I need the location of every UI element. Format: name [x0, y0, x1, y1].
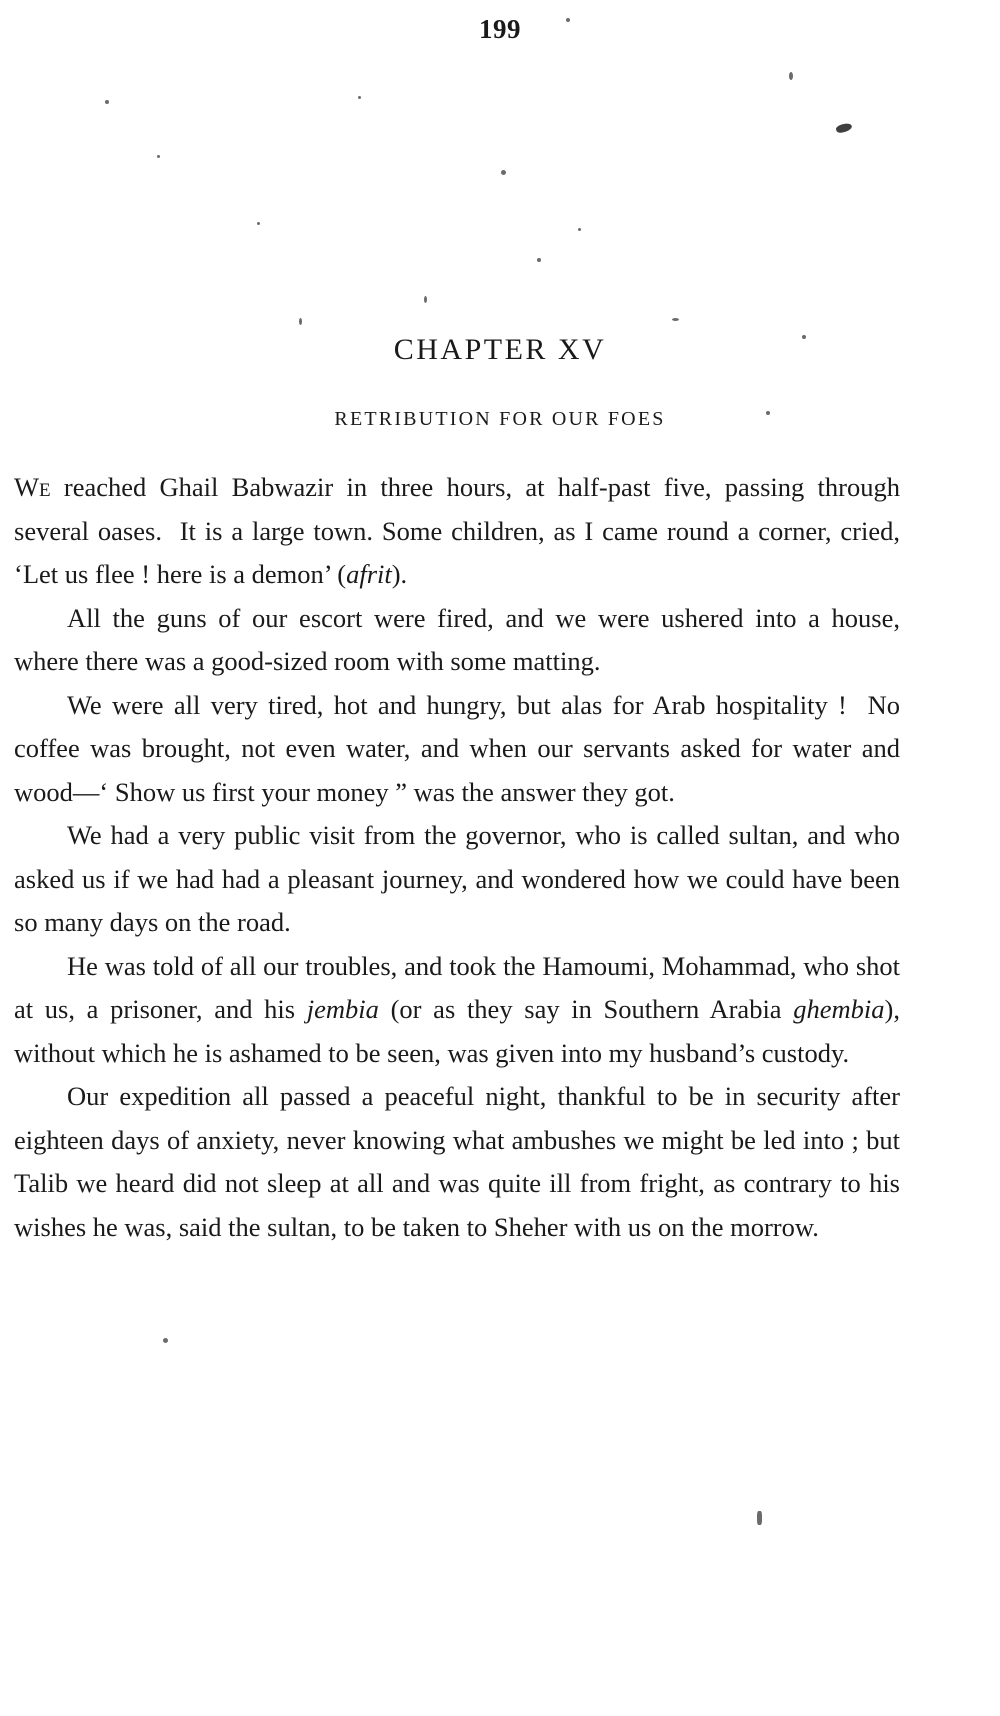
scan-speck [163, 1338, 168, 1343]
scan-speck [105, 100, 109, 104]
scan-speck [157, 155, 160, 158]
scan-speck [757, 1511, 762, 1525]
scan-speck [299, 318, 302, 325]
scan-speck [566, 18, 570, 22]
page-number: 199 [479, 14, 521, 44]
scan-speck [358, 96, 361, 99]
scan-speck [578, 228, 581, 231]
paragraph-2: All the guns of our escort were fired, and we were ushered into a house, where there was a good-sized room with some matting. [14, 602, 900, 676]
scan-speck [257, 222, 260, 225]
scan-speck [424, 296, 427, 303]
scan-speck [501, 170, 506, 175]
scan-ink-blob [835, 122, 853, 135]
chapter-subtitle: RETRIBUTION FOR OUR FOES [334, 408, 666, 430]
scan-speck [672, 318, 679, 321]
body-text [14, 466, 900, 1249]
paragraph-4: We had a very public visit from the governor, who is called sultan, and who asked us if we had had a pleasant journey, and wondered how we could have been so many days on the road. [14, 820, 900, 937]
scan-speck [789, 72, 793, 80]
paragraph-5: He was told of all our troubles, and took the Hamoumi, Mohammad, who shot at us, a prisoner, and his jembia (or as they say in Southern Arabia ghembia), without which he is ashamed to be seen, was given into my husband’s custody. [14, 950, 900, 1068]
chapter-title: CHAPTER XV [393, 333, 607, 366]
paragraph-1: We reached Ghail Babwazir in three hours, at half-past five, passing through several oases. It is a large town. Some children, as I came round a corner, cried, ‘Let us flee ! here is a demon’ (afrit). [14, 472, 900, 589]
paragraph-3: We were all very tired, hot and hungry, but alas for Arab hospitality ! No coffee was brought, not even water, and when our servants asked for water and wood—‘ Show us first your money ” was the answer they got. [14, 689, 900, 807]
scan-speck [537, 258, 541, 262]
paragraph-6: Our expedition all passed a peaceful night, thankful to be in security after eighteen days of anxiety, never knowing what ambushes we might be led into ; but Talib we heard did not sleep at all and was quite ill from fright, as contrary to his wishes he was, said the sultan, to be taken to Sheher with us on the morrow. [14, 1081, 900, 1242]
